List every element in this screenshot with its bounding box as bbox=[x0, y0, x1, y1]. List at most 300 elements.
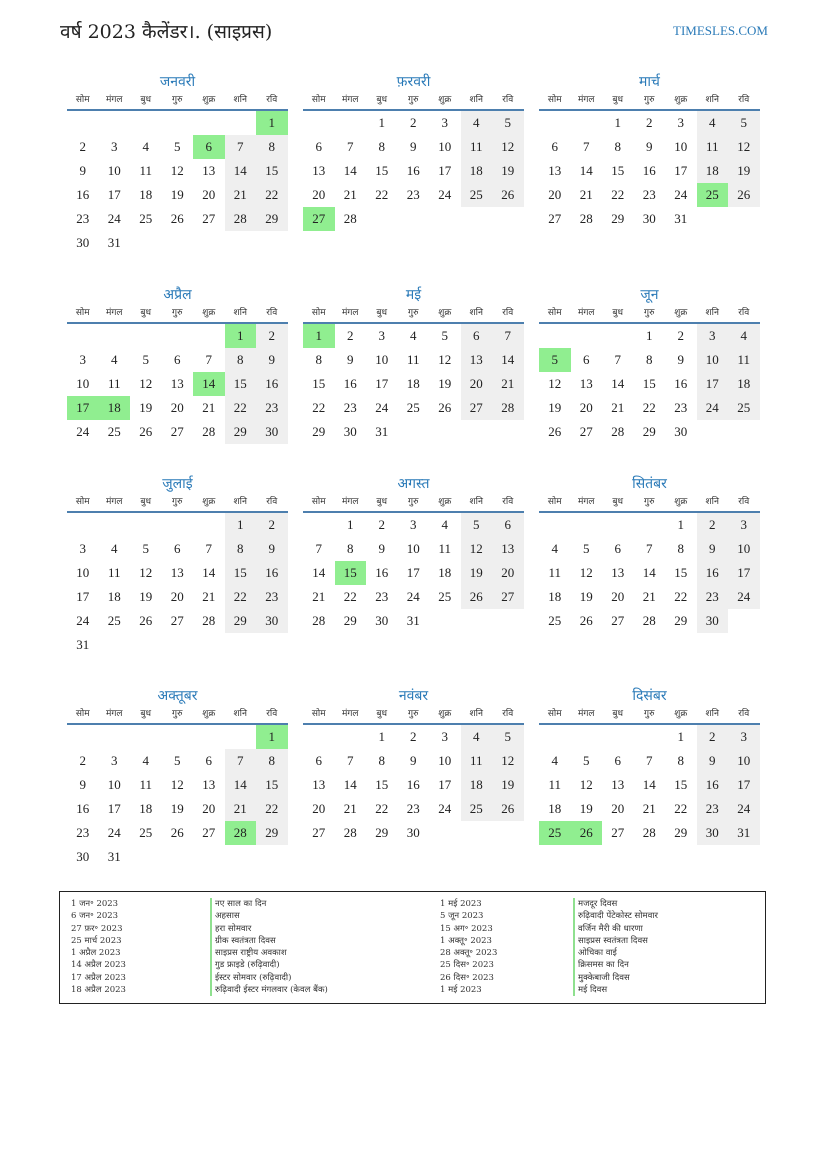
weekday-label: सोम bbox=[311, 308, 326, 318]
day-cell: 16 bbox=[697, 561, 729, 585]
day-grid bbox=[67, 725, 288, 869]
weekday-label: बुध bbox=[376, 308, 388, 318]
day-cell: 31 bbox=[406, 613, 420, 628]
day-cell: 21 bbox=[312, 589, 326, 604]
day-cell: 9 bbox=[410, 753, 417, 768]
legend-holiday-name: गुड फ्राइडे (रुढ़िवादी) bbox=[210, 959, 328, 971]
day-cell: 6 bbox=[315, 139, 322, 154]
day-cell: 3 bbox=[79, 352, 86, 367]
day-cell: 21 bbox=[642, 801, 656, 816]
weekday-label: सोम bbox=[311, 709, 326, 719]
day-grid bbox=[539, 725, 760, 845]
day-cell: 27 bbox=[170, 613, 184, 628]
day-cell: 12 bbox=[492, 135, 524, 159]
empty-cell bbox=[162, 513, 194, 537]
day-cell: 26 bbox=[139, 613, 153, 628]
holiday-day-cell: 6 bbox=[193, 135, 225, 159]
day-cell: 24 bbox=[438, 187, 452, 202]
day-cell: 29 bbox=[256, 207, 288, 231]
day-cell: 16 bbox=[343, 376, 357, 391]
day-cell: 19 bbox=[461, 561, 493, 585]
day-cell: 5 bbox=[728, 111, 760, 135]
site-link[interactable]: TIMESLES.COM bbox=[673, 23, 768, 38]
day-cell: 22 bbox=[225, 396, 257, 420]
legend-date: 27 फ़र॰ 2023 bbox=[71, 923, 123, 934]
day-cell: 28 bbox=[202, 424, 216, 439]
day-cell: 11 bbox=[697, 135, 729, 159]
day-cell: 25 bbox=[107, 424, 121, 439]
legend-date: 5 जून 2023 bbox=[440, 911, 484, 922]
month-block bbox=[303, 474, 524, 633]
day-cell: 28 bbox=[611, 424, 625, 439]
weekday-label: बुध bbox=[376, 497, 388, 507]
day-cell: 14 bbox=[343, 163, 357, 178]
day-cell: 12 bbox=[438, 352, 452, 367]
day-cell: 20 bbox=[492, 561, 524, 585]
day-cell: 17 bbox=[697, 372, 729, 396]
day-cell: 6 bbox=[461, 324, 493, 348]
empty-cell bbox=[303, 111, 335, 135]
weekday-label: सोम bbox=[547, 95, 562, 105]
legend-holiday-name: मजदूर दिवस bbox=[573, 898, 658, 910]
holiday-day-cell: 14 bbox=[193, 372, 225, 396]
day-grid bbox=[303, 725, 524, 845]
day-cell: 10 bbox=[406, 541, 420, 556]
month-block bbox=[303, 285, 524, 444]
day-cell: 17 bbox=[438, 163, 452, 178]
weekday-header bbox=[539, 706, 760, 725]
weekday-label: शनि bbox=[233, 308, 247, 318]
day-cell: 11 bbox=[548, 777, 562, 792]
day-cell: 28 bbox=[202, 613, 216, 628]
day-cell: 19 bbox=[139, 589, 153, 604]
day-cell: 21 bbox=[202, 589, 216, 604]
weekday-label: सोम bbox=[547, 709, 562, 719]
day-cell: 13 bbox=[170, 565, 184, 580]
day-cell: 3 bbox=[79, 541, 86, 556]
day-cell: 14 bbox=[579, 163, 593, 178]
day-cell: 2 bbox=[378, 517, 385, 532]
day-cell: 25 bbox=[461, 183, 493, 207]
day-cell: 23 bbox=[76, 825, 90, 840]
day-cell: 16 bbox=[406, 163, 420, 178]
day-cell: 13 bbox=[461, 348, 493, 372]
month-name: अप्रैल bbox=[163, 287, 192, 303]
day-cell: 13 bbox=[492, 537, 524, 561]
day-cell: 17 bbox=[107, 187, 121, 202]
month-name: नवंबर bbox=[398, 688, 429, 704]
day-cell: 12 bbox=[728, 135, 760, 159]
day-cell: 22 bbox=[256, 183, 288, 207]
weekday-label: सोम bbox=[75, 95, 90, 105]
day-cell: 7 bbox=[646, 753, 653, 768]
legend-holiday-name: ईस्टर सोमवार (रुढ़िवादी) bbox=[210, 972, 328, 984]
day-cell: 28 bbox=[343, 211, 357, 226]
day-cell: 8 bbox=[378, 139, 385, 154]
day-cell: 25 bbox=[548, 613, 562, 628]
day-grid bbox=[303, 513, 524, 633]
empty-cell bbox=[225, 725, 257, 749]
weekday-label: गुरु bbox=[408, 497, 419, 507]
weekday-label: मंगल bbox=[577, 497, 595, 507]
empty-cell bbox=[335, 111, 367, 135]
day-cell: 4 bbox=[461, 725, 493, 749]
empty-cell bbox=[162, 324, 194, 348]
day-cell: 4 bbox=[697, 111, 729, 135]
empty-cell bbox=[130, 111, 162, 135]
day-cell: 25 bbox=[728, 396, 760, 420]
weekday-label: रवि bbox=[738, 709, 750, 719]
weekday-header bbox=[67, 92, 288, 111]
day-cell: 19 bbox=[728, 159, 760, 183]
day-cell: 14 bbox=[492, 348, 524, 372]
empty-cell bbox=[634, 513, 666, 537]
weekday-label: शुक्र bbox=[438, 497, 452, 507]
weekday-label: शनि bbox=[469, 95, 483, 105]
weekday-label: रवि bbox=[266, 709, 278, 719]
weekday-header bbox=[67, 494, 288, 513]
day-cell: 18 bbox=[728, 372, 760, 396]
day-cell: 19 bbox=[579, 801, 593, 816]
day-cell: 2 bbox=[79, 753, 86, 768]
weekday-label: मंगल bbox=[577, 709, 595, 719]
weekday-label: गुरु bbox=[172, 497, 183, 507]
month-block bbox=[539, 686, 760, 845]
weekday-label: सोम bbox=[311, 497, 326, 507]
day-cell: 18 bbox=[139, 801, 153, 816]
day-cell: 22 bbox=[375, 801, 389, 816]
day-cell: 25 bbox=[107, 613, 121, 628]
day-cell: 5 bbox=[174, 753, 181, 768]
weekday-label: शनि bbox=[469, 308, 483, 318]
legend-date: 1 अप्रैल 2023 bbox=[71, 948, 121, 959]
empty-cell bbox=[303, 725, 335, 749]
day-cell: 5 bbox=[174, 139, 181, 154]
day-cell: 6 bbox=[174, 541, 181, 556]
weekday-label: मंगल bbox=[341, 308, 359, 318]
day-cell: 12 bbox=[461, 537, 493, 561]
day-cell: 10 bbox=[76, 565, 90, 580]
empty-cell bbox=[539, 725, 571, 749]
day-cell: 9 bbox=[347, 352, 354, 367]
day-grid bbox=[303, 324, 524, 444]
day-cell: 29 bbox=[375, 825, 389, 840]
empty-cell bbox=[193, 324, 225, 348]
day-grid bbox=[539, 324, 760, 444]
empty-cell bbox=[162, 725, 194, 749]
day-cell: 7 bbox=[347, 753, 354, 768]
day-cell: 2 bbox=[410, 729, 417, 744]
legend-date: 28 अक्तू॰ 2023 bbox=[440, 948, 498, 959]
day-cell: 13 bbox=[611, 777, 625, 792]
day-cell: 23 bbox=[406, 801, 420, 816]
day-cell: 19 bbox=[170, 801, 184, 816]
legend-date: 6 जन॰ 2023 bbox=[71, 911, 119, 922]
day-cell: 31 bbox=[375, 424, 389, 439]
weekday-label: बुध bbox=[612, 497, 624, 507]
day-cell: 21 bbox=[492, 372, 524, 396]
day-grid bbox=[539, 111, 760, 231]
empty-cell bbox=[602, 725, 634, 749]
day-cell: 3 bbox=[441, 115, 448, 130]
day-cell: 13 bbox=[202, 163, 216, 178]
day-cell: 18 bbox=[548, 589, 562, 604]
day-cell: 23 bbox=[343, 400, 357, 415]
legend-holiday-name: हरा सोमवार bbox=[210, 923, 328, 935]
day-cell: 24 bbox=[728, 797, 760, 821]
day-cell: 26 bbox=[461, 585, 493, 609]
day-cell: 2 bbox=[256, 324, 288, 348]
day-cell: 7 bbox=[492, 324, 524, 348]
day-cell: 12 bbox=[139, 565, 153, 580]
weekday-label: मंगल bbox=[105, 308, 123, 318]
day-cell: 6 bbox=[492, 513, 524, 537]
day-cell: 11 bbox=[406, 352, 420, 367]
holiday-day-cell: 17 bbox=[67, 396, 99, 420]
day-cell: 19 bbox=[438, 376, 452, 391]
day-cell: 4 bbox=[410, 328, 417, 343]
day-cell: 26 bbox=[548, 424, 562, 439]
day-cell: 4 bbox=[441, 517, 448, 532]
day-cell: 13 bbox=[548, 163, 562, 178]
day-cell: 24 bbox=[697, 396, 729, 420]
day-cell: 22 bbox=[674, 589, 688, 604]
month-name: फ़रवरी bbox=[396, 74, 431, 90]
day-cell: 26 bbox=[728, 183, 760, 207]
day-cell: 10 bbox=[76, 376, 90, 391]
weekday-label: सोम bbox=[311, 95, 326, 105]
month-block bbox=[539, 72, 760, 231]
legend-holiday-name: रुढ़िवादी ईस्टर मंगलवार (केवल बैंक) bbox=[210, 984, 328, 996]
empty-cell bbox=[335, 725, 367, 749]
day-cell: 27 bbox=[202, 211, 216, 226]
weekday-label: शुक्र bbox=[438, 95, 452, 105]
day-cell: 27 bbox=[202, 825, 216, 840]
empty-cell bbox=[193, 111, 225, 135]
day-cell: 11 bbox=[461, 749, 493, 773]
day-cell: 29 bbox=[642, 424, 656, 439]
day-cell: 14 bbox=[202, 565, 216, 580]
weekday-label: बुध bbox=[376, 95, 388, 105]
empty-cell bbox=[303, 513, 335, 537]
holiday-day-cell: 28 bbox=[225, 821, 257, 845]
day-cell: 13 bbox=[202, 777, 216, 792]
day-cell: 9 bbox=[646, 139, 653, 154]
day-cell: 29 bbox=[674, 825, 688, 840]
day-cell: 19 bbox=[579, 589, 593, 604]
empty-cell bbox=[571, 111, 603, 135]
day-cell: 1 bbox=[677, 729, 684, 744]
day-cell: 28 bbox=[579, 211, 593, 226]
day-cell: 16 bbox=[76, 187, 90, 202]
day-cell: 11 bbox=[139, 777, 153, 792]
weekday-header bbox=[539, 494, 760, 513]
empty-cell bbox=[539, 111, 571, 135]
day-cell: 30 bbox=[697, 821, 729, 845]
weekday-header bbox=[303, 92, 524, 111]
day-cell: 31 bbox=[76, 637, 90, 652]
day-cell: 22 bbox=[256, 797, 288, 821]
day-cell: 28 bbox=[492, 396, 524, 420]
weekday-label: शनि bbox=[705, 497, 719, 507]
day-cell: 20 bbox=[170, 589, 184, 604]
day-cell: 25 bbox=[406, 400, 420, 415]
day-cell: 27 bbox=[170, 424, 184, 439]
day-cell: 27 bbox=[312, 825, 326, 840]
day-cell: 23 bbox=[674, 400, 688, 415]
weekday-label: रवि bbox=[738, 308, 750, 318]
day-grid bbox=[67, 513, 288, 657]
month-block bbox=[67, 474, 288, 657]
day-cell: 21 bbox=[225, 183, 257, 207]
empty-cell bbox=[130, 324, 162, 348]
day-cell: 23 bbox=[76, 211, 90, 226]
day-cell: 2 bbox=[697, 513, 729, 537]
weekday-label: गुरु bbox=[644, 95, 655, 105]
day-cell: 12 bbox=[579, 565, 593, 580]
legend-dates-1 bbox=[71, 898, 126, 996]
day-cell: 7 bbox=[225, 135, 257, 159]
day-cell: 9 bbox=[256, 348, 288, 372]
day-cell: 27 bbox=[461, 396, 493, 420]
weekday-header bbox=[303, 494, 524, 513]
weekday-label: सोम bbox=[75, 709, 90, 719]
day-cell: 27 bbox=[611, 613, 625, 628]
day-cell: 14 bbox=[642, 565, 656, 580]
day-cell: 7 bbox=[347, 139, 354, 154]
weekday-label: मंगल bbox=[341, 709, 359, 719]
day-cell: 3 bbox=[111, 753, 118, 768]
weekday-label: गुरु bbox=[172, 709, 183, 719]
day-cell: 27 bbox=[611, 825, 625, 840]
day-cell: 18 bbox=[697, 159, 729, 183]
month-block bbox=[67, 72, 288, 255]
day-cell: 10 bbox=[438, 139, 452, 154]
day-cell: 17 bbox=[76, 589, 90, 604]
empty-cell bbox=[571, 725, 603, 749]
legend-dates-2 bbox=[440, 898, 497, 996]
weekday-label: बुध bbox=[612, 308, 624, 318]
weekday-label: रवि bbox=[502, 308, 514, 318]
day-cell: 30 bbox=[642, 211, 656, 226]
day-cell: 21 bbox=[579, 187, 593, 202]
day-cell: 27 bbox=[492, 585, 524, 609]
day-cell: 18 bbox=[139, 187, 153, 202]
weekday-label: मंगल bbox=[577, 308, 595, 318]
day-cell: 17 bbox=[406, 565, 420, 580]
weekday-label: बुध bbox=[140, 497, 152, 507]
day-cell: 11 bbox=[548, 565, 562, 580]
day-cell: 1 bbox=[646, 328, 653, 343]
weekday-label: सोम bbox=[547, 497, 562, 507]
month-name: जनवरी bbox=[159, 74, 196, 90]
day-cell: 24 bbox=[107, 211, 121, 226]
day-cell: 13 bbox=[170, 376, 184, 391]
legend-date: 1 मई 2023 bbox=[440, 985, 482, 996]
day-cell: 20 bbox=[202, 187, 216, 202]
legend-date: 18 अप्रैल 2023 bbox=[71, 985, 126, 996]
day-cell: 23 bbox=[642, 187, 656, 202]
day-cell: 9 bbox=[79, 777, 86, 792]
holiday-day-cell: 5 bbox=[539, 348, 571, 372]
legend-date: 14 अप्रैल 2023 bbox=[71, 960, 126, 971]
day-cell: 19 bbox=[548, 400, 562, 415]
day-cell: 12 bbox=[170, 163, 184, 178]
legend-holiday-name: नए साल का दिन bbox=[210, 898, 328, 910]
day-cell: 6 bbox=[315, 753, 322, 768]
day-cell: 28 bbox=[642, 613, 656, 628]
day-cell: 24 bbox=[76, 613, 90, 628]
weekday-label: गुरु bbox=[644, 497, 655, 507]
day-cell: 3 bbox=[441, 729, 448, 744]
legend-holiday-name: रुढ़िवादी पेंटेकोस्ट सोमवार bbox=[573, 910, 658, 922]
day-cell: 12 bbox=[579, 777, 593, 792]
empty-cell bbox=[67, 324, 99, 348]
day-cell: 26 bbox=[579, 613, 593, 628]
day-cell: 6 bbox=[205, 753, 212, 768]
day-cell: 24 bbox=[375, 400, 389, 415]
empty-cell bbox=[67, 111, 99, 135]
empty-cell bbox=[539, 513, 571, 537]
day-cell: 30 bbox=[674, 424, 688, 439]
day-cell: 13 bbox=[579, 376, 593, 391]
legend-date: 1 अक्तू॰ 2023 bbox=[440, 935, 492, 946]
day-cell: 30 bbox=[343, 424, 357, 439]
month-name: दिसंबर bbox=[632, 688, 667, 704]
month-name: अगस्त bbox=[397, 476, 430, 492]
day-cell: 24 bbox=[438, 801, 452, 816]
weekday-label: रवि bbox=[738, 95, 750, 105]
day-cell: 20 bbox=[170, 400, 184, 415]
day-cell: 1 bbox=[614, 115, 621, 130]
day-cell: 16 bbox=[256, 561, 288, 585]
day-cell: 19 bbox=[492, 159, 524, 183]
day-cell: 17 bbox=[728, 561, 760, 585]
day-cell: 6 bbox=[614, 541, 621, 556]
day-cell: 5 bbox=[461, 513, 493, 537]
day-cell: 29 bbox=[343, 613, 357, 628]
day-cell: 14 bbox=[225, 773, 257, 797]
day-cell: 8 bbox=[646, 352, 653, 367]
day-cell: 23 bbox=[256, 585, 288, 609]
day-cell: 1 bbox=[225, 513, 257, 537]
day-cell: 30 bbox=[256, 420, 288, 444]
day-cell: 15 bbox=[375, 777, 389, 792]
day-cell: 18 bbox=[548, 801, 562, 816]
weekday-label: मंगल bbox=[105, 95, 123, 105]
legend-holiday-name: क्रिसमस का दिन bbox=[573, 959, 658, 971]
day-cell: 1 bbox=[347, 517, 354, 532]
legend-date: 1 मई 2023 bbox=[440, 899, 482, 909]
day-cell: 4 bbox=[551, 541, 558, 556]
day-cell: 11 bbox=[438, 541, 452, 556]
day-cell: 16 bbox=[76, 801, 90, 816]
weekday-label: शनि bbox=[233, 709, 247, 719]
day-cell: 8 bbox=[256, 135, 288, 159]
legend-holiday-name: अहसास bbox=[210, 910, 328, 922]
empty-cell bbox=[99, 324, 131, 348]
day-cell: 31 bbox=[107, 849, 121, 864]
month-name: सितंबर bbox=[632, 476, 667, 492]
legend-date: 1 जन॰ 2023 bbox=[71, 899, 119, 909]
weekday-label: शुक्र bbox=[674, 709, 688, 719]
weekday-label: मंगल bbox=[341, 497, 359, 507]
day-cell: 8 bbox=[614, 139, 621, 154]
day-cell: 30 bbox=[76, 235, 90, 250]
weekday-label: मंगल bbox=[105, 709, 123, 719]
weekday-label: रवि bbox=[266, 497, 278, 507]
day-grid bbox=[67, 111, 288, 255]
